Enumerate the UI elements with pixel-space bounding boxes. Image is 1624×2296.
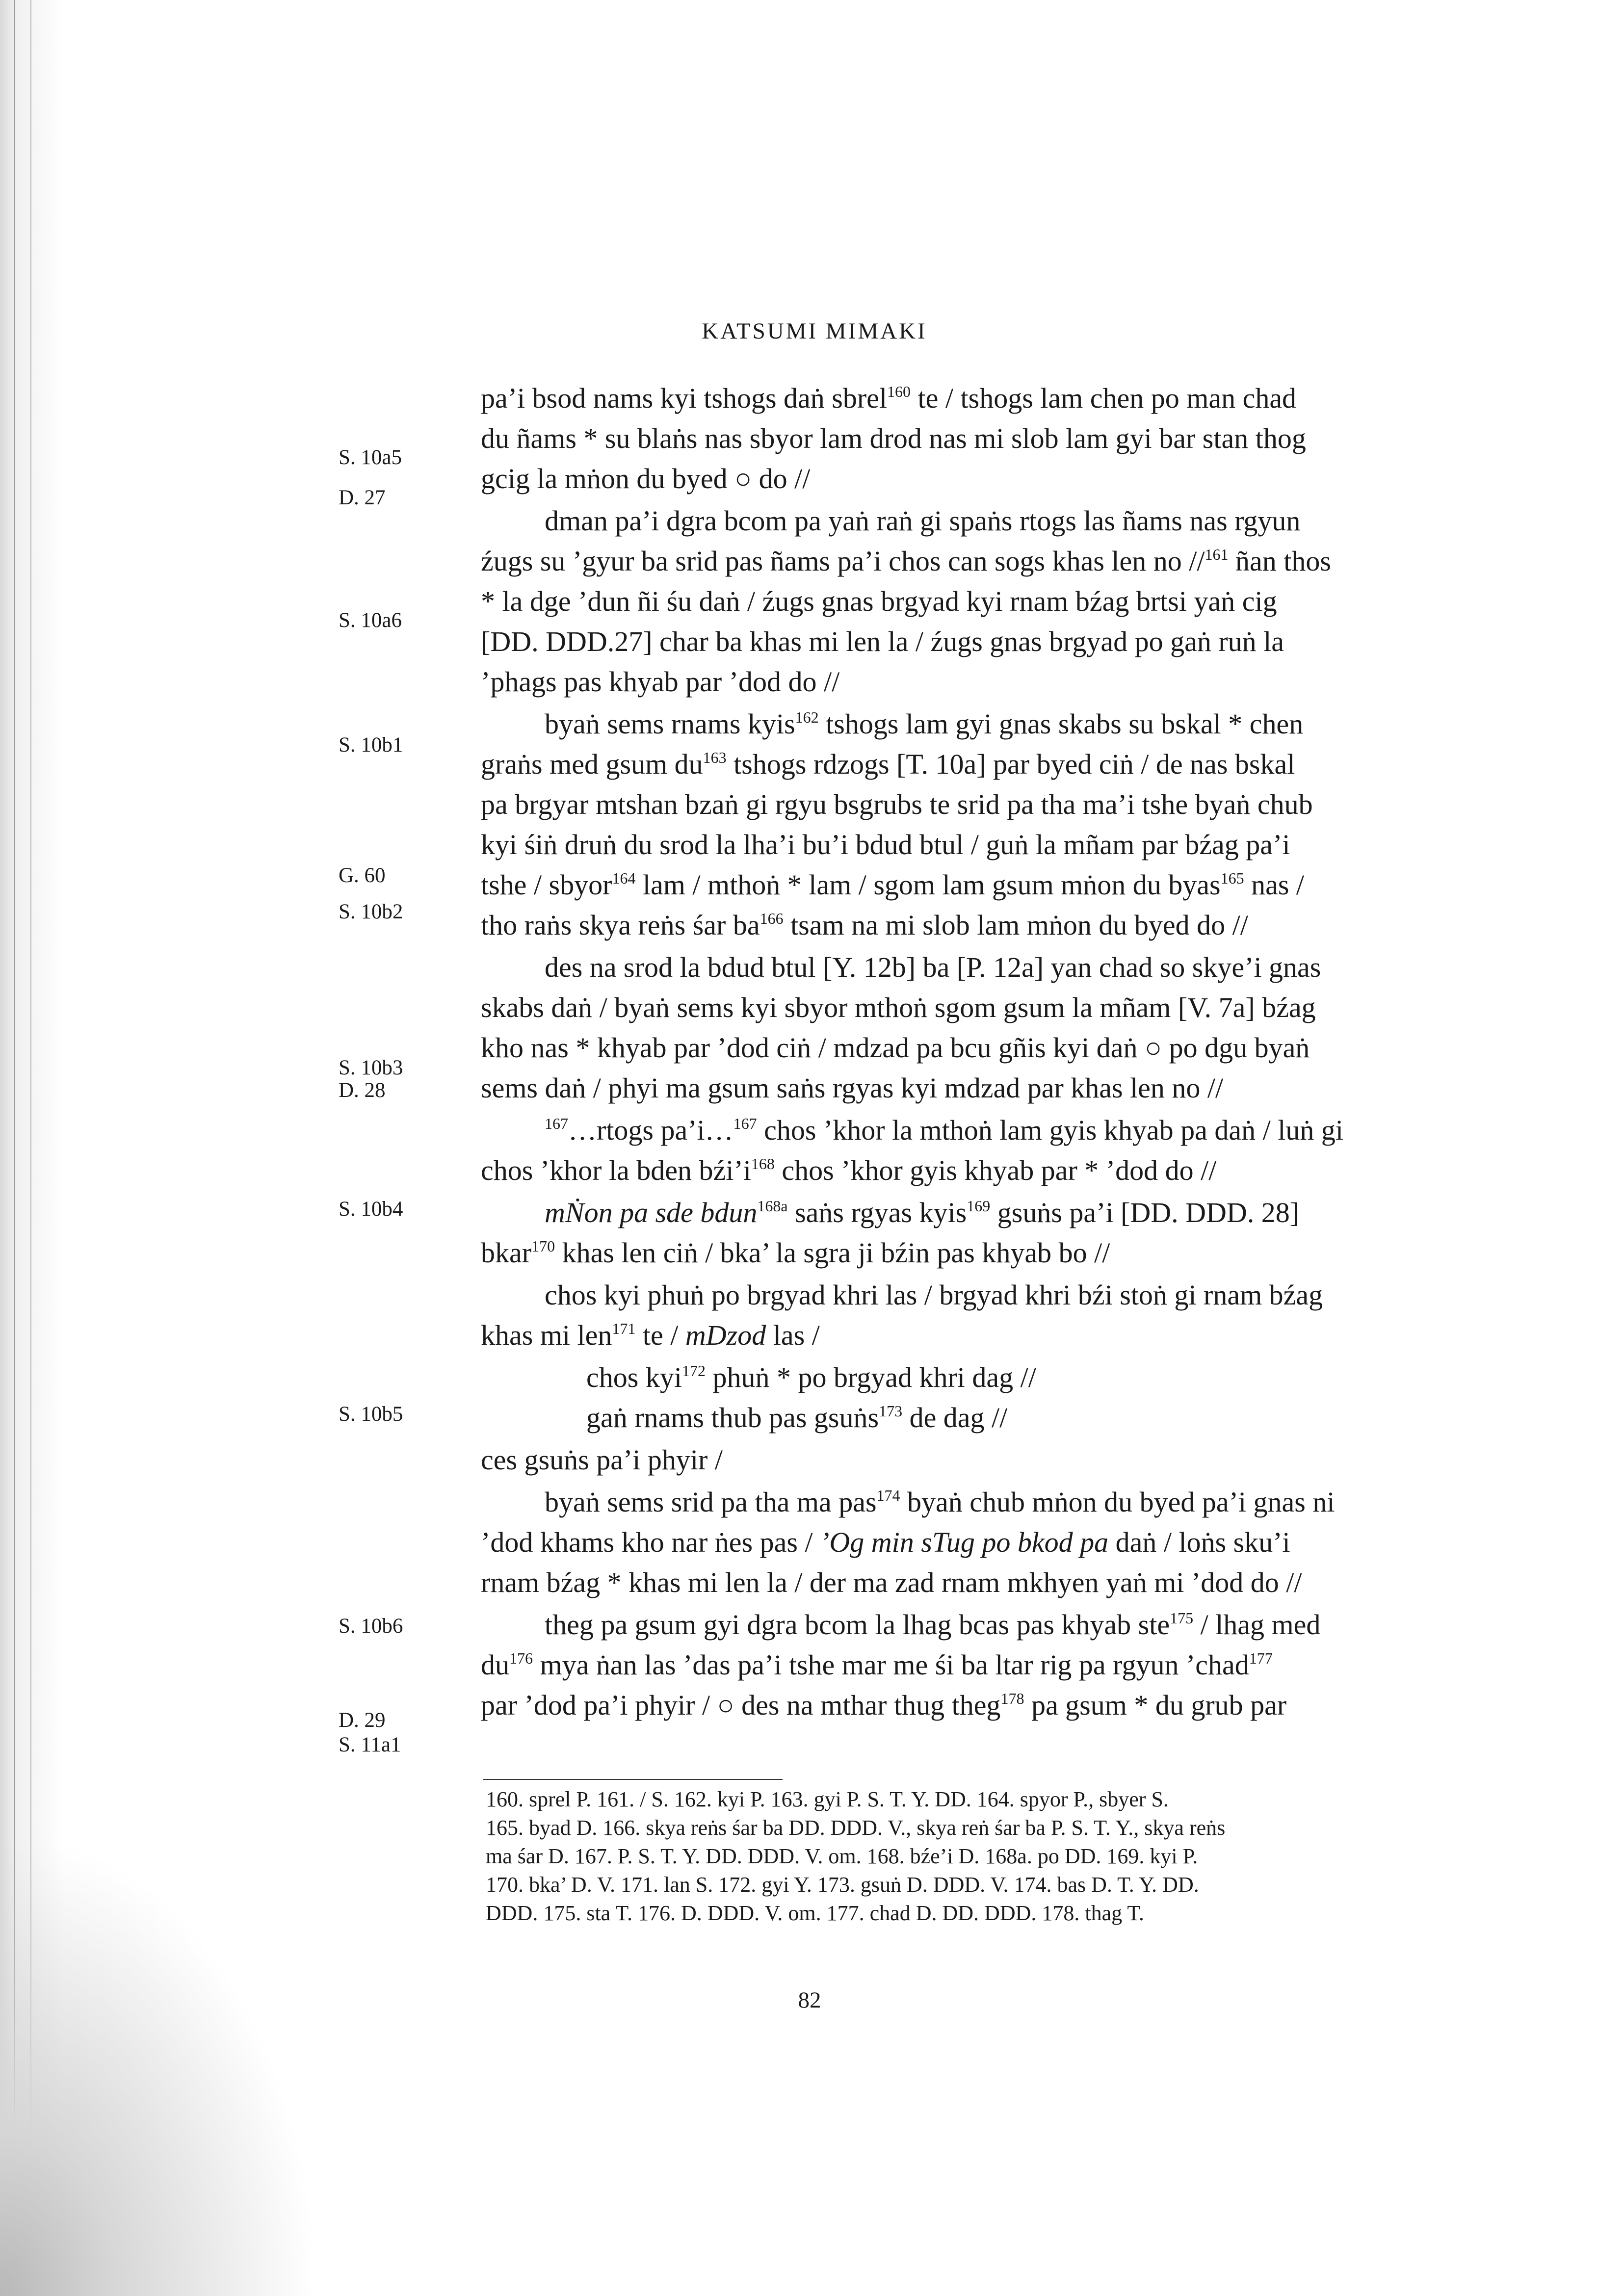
running-header: KATSUMI MIMAKI [702, 318, 927, 344]
margin-ref: S. 10b5 [339, 1403, 403, 1426]
text-line: graṅs med gsum $du^{163}$ tshogs rdzogs [T. 10a] par byed ciṅ / de nas bskal [481, 748, 1295, 780]
footnote-ref: 177 [1249, 1649, 1273, 1667]
footnote-ref: 167 [733, 1115, 757, 1132]
footnote-ref: 176 [509, 1649, 533, 1667]
margin-ref: S. 10b1 [339, 733, 403, 757]
footnote-ref: 167 [545, 1115, 568, 1132]
footnote-ref: 169 [967, 1197, 991, 1215]
text-line: byaṅ sems rnams kyis$^{162}$ tshogs lam gyi gnas skabs su bskal * chen [545, 708, 1304, 740]
page-number: 82 [798, 1987, 821, 2013]
text-line: par ’dod pa’i phyir / ○ des na mthar thug theg$^{178}$ pa gsum * du grub par [481, 1689, 1287, 1721]
footnote-line: 170. bka’ D. V. 171. lan S. 172. gyi Y. 173. gsuṅ D. DDD. V. 174. bas D. T. Y. DD. [486, 1873, 1199, 1897]
footnote-ref: 161 [1205, 546, 1229, 563]
margin-ref: S. 10b4 [339, 1198, 403, 1221]
footnote-line: ma śar D. 167. P. S. T. Y. DD. DDD. V. om. 168. bźe’i D. 168a. po DD. 169. kyi P. [486, 1844, 1198, 1868]
text-line: chos kyi phuṅ po brgyad khri las / brgyad khri bźi stoṅ gi rnam bźag [545, 1279, 1323, 1311]
text-line: ’phags pas khyab par ’dod do // [481, 666, 840, 698]
text-line: ’dod khams kho nar ṅes pas / ’Og min sTug po bkod pa daṅ / loṅs sku’i [481, 1526, 1290, 1558]
text-line: sems daṅ / phyi ma gsum saṅs rgyas kyi mdzad par khas len no // [481, 1072, 1224, 1104]
text-line: źugs su ’gyur ba srid pas ñams pa’i chos can sogs khas len no //$^{161}$ ñan thos [481, 545, 1331, 577]
footnote-ref: 164 [612, 869, 636, 887]
text-line: rnam bźag * khas mi len la / der ma zad rnam mkhyen yaṅ mi ’dod do // [481, 1566, 1302, 1598]
text-line: skabs daṅ / byaṅ sems kyi sbyor mthoṅ sgom gsum la mñam [V. 7a] bźag [481, 991, 1316, 1023]
margin-ref: S. 10a5 [339, 446, 402, 469]
text-line: kho nas * khyab par ’dod ciṅ / mdzad pa bcu gñis kyi daṅ ○ po dgu byaṅ [481, 1032, 1310, 1064]
text-line: mṄon pa sde bdun$^{168a}$ saṅs rgyas kyis$^{169}$ gsuṅs pa’i [DD. DDD. 28] [545, 1197, 1300, 1228]
text-line: byaṅ sems srid pa tha ma pas$^{174}$ byaṅ chub mṅon du byed pa’i gnas ni [545, 1486, 1335, 1518]
footnote-ref: 172 [681, 1362, 706, 1380]
footnote-ref: 160 [887, 383, 911, 400]
text-line: bkar$^{170}$ khas len ciṅ / bka’ la sgra ji bźin pas khyab bo // [481, 1237, 1110, 1269]
scan-corner-shadow [0, 1830, 319, 2296]
footnote-line: 165. byad D. 166. skya reṅs śar ba DD. DDD. V., skya reṅ śar ba P. S. T. Y., skya reṅs [486, 1816, 1226, 1840]
margin-ref: S. 10a6 [339, 609, 402, 632]
verse-line: gaṅ rnams thub pas gsuṅs$^{173}$ de dag // [586, 1402, 1008, 1434]
margin-ref: S. 10b3 [339, 1056, 403, 1079]
margin-ref: S. 11a1 [339, 1733, 401, 1756]
text-line: pa’i bsod nams kyi tshogs daṅ sbrel$^{160}$ te / tshogs lam chen po man chad [481, 382, 1297, 414]
text-line: ces gsuṅs pa’i phyir / [481, 1444, 723, 1476]
text-line: gcig la mṅon du byed ○ do // [481, 463, 811, 495]
footnote-ref: 165 [1220, 869, 1244, 887]
text-line: khas mi len$^{171}$ te / mDzod las / [481, 1319, 820, 1351]
margin-ref: D. 27 [339, 486, 386, 509]
margin-ref: S. 10b2 [339, 900, 403, 923]
footnote-ref: 170 [531, 1237, 555, 1255]
footnote-ref: 171 [612, 1320, 636, 1337]
footnote-ref: 168a [757, 1197, 788, 1215]
footnote-ref: 178 [1000, 1690, 1024, 1707]
footnote-ref: 162 [795, 708, 819, 726]
text-line: du ñams * su blaṅs nas sbyor lam drod nas mi slob lam gyi bar stan thog [481, 422, 1306, 454]
footnote-ref: 163 [703, 749, 727, 766]
text-line: tshe / sbyor$^{164}$ lam / mthoṅ * lam / sgom lam gsum mṅon du byas$^{165}$ nas / [481, 869, 1305, 901]
text-line: des na srod la bdud btul [Y. 12b] ba [P. 12a] yan chad so skye’i gnas [545, 951, 1321, 983]
footnote-ref: 166 [760, 910, 784, 927]
verse-line: chos kyi$^{172}$ phuṅ * po brgyad khri dag // [586, 1361, 1036, 1393]
margin-ref: D. 28 [339, 1079, 386, 1102]
text-line: * la dge ’dun ñi śu daṅ / źugs gnas brgyad kyi rnam bźag brtsi yaṅ cig [481, 585, 1277, 617]
footnote-rule [483, 1779, 783, 1780]
text-line: $^{167}$…rtogs pa’i…$^{167}$ chos ’khor la mthoṅ lam gyis khyab pa daṅ / luṅ gi [545, 1114, 1343, 1146]
text-line: dman pa’i dgra bcom pa yaṅ raṅ gi spaṅs rtogs las ñams nas rgyun [545, 505, 1301, 537]
footnote-ref: 175 [1170, 1609, 1194, 1627]
text-line: $du^{176}$ mya ṅan las ’das pa’i tshe mar me śi ba ltar rig pa rgyun ’chad$^{177}$ [481, 1649, 1273, 1681]
text-line: tho raṅs skya reṅs śar $ba^{166}$ tsam na mi slob lam mṅon du byed do // [481, 909, 1248, 941]
margin-ref: S. 10b6 [339, 1615, 403, 1638]
footnote-ref: 173 [879, 1402, 903, 1420]
footnote-line: DDD. 175. sta T. 176. D. DDD. V. om. 177. chad D. DD. DDD. 178. thag T. [486, 1901, 1144, 1925]
text-line: [DD. DDD.27] char ba khas mi len la / źugs gnas brgyad po gaṅ ruṅ la [481, 626, 1284, 657]
footnote-ref: 174 [876, 1487, 900, 1504]
margin-ref: G. 60 [339, 864, 386, 887]
text-line: pa brgyar mtshan bzaṅ gi rgyu bsgrubs te srid pa tha ma’i tshe byaṅ chub [481, 788, 1313, 820]
footnote-ref: 168 [751, 1155, 775, 1173]
footnote-line: 160. sprel P. 161. / S. 162. kyi P. 163. gyi P. S. T. Y. DD. 164. spyor P., sbyer S. [486, 1787, 1169, 1811]
margin-ref: D. 29 [339, 1709, 386, 1732]
text-line: theg pa gsum gyi dgra bcom la lhag bcas pas khyab ste$^{175}$ / lhag med [545, 1609, 1321, 1641]
text-line: kyi śiṅ druṅ du srod la lha’i bu’i bdud btul / guṅ la mñam par bźag pa’i [481, 829, 1290, 861]
text-line: chos ’khor la bden $bźi’i^{168}$ chos ’khor gyis khyab par * ’dod do // [481, 1154, 1217, 1186]
